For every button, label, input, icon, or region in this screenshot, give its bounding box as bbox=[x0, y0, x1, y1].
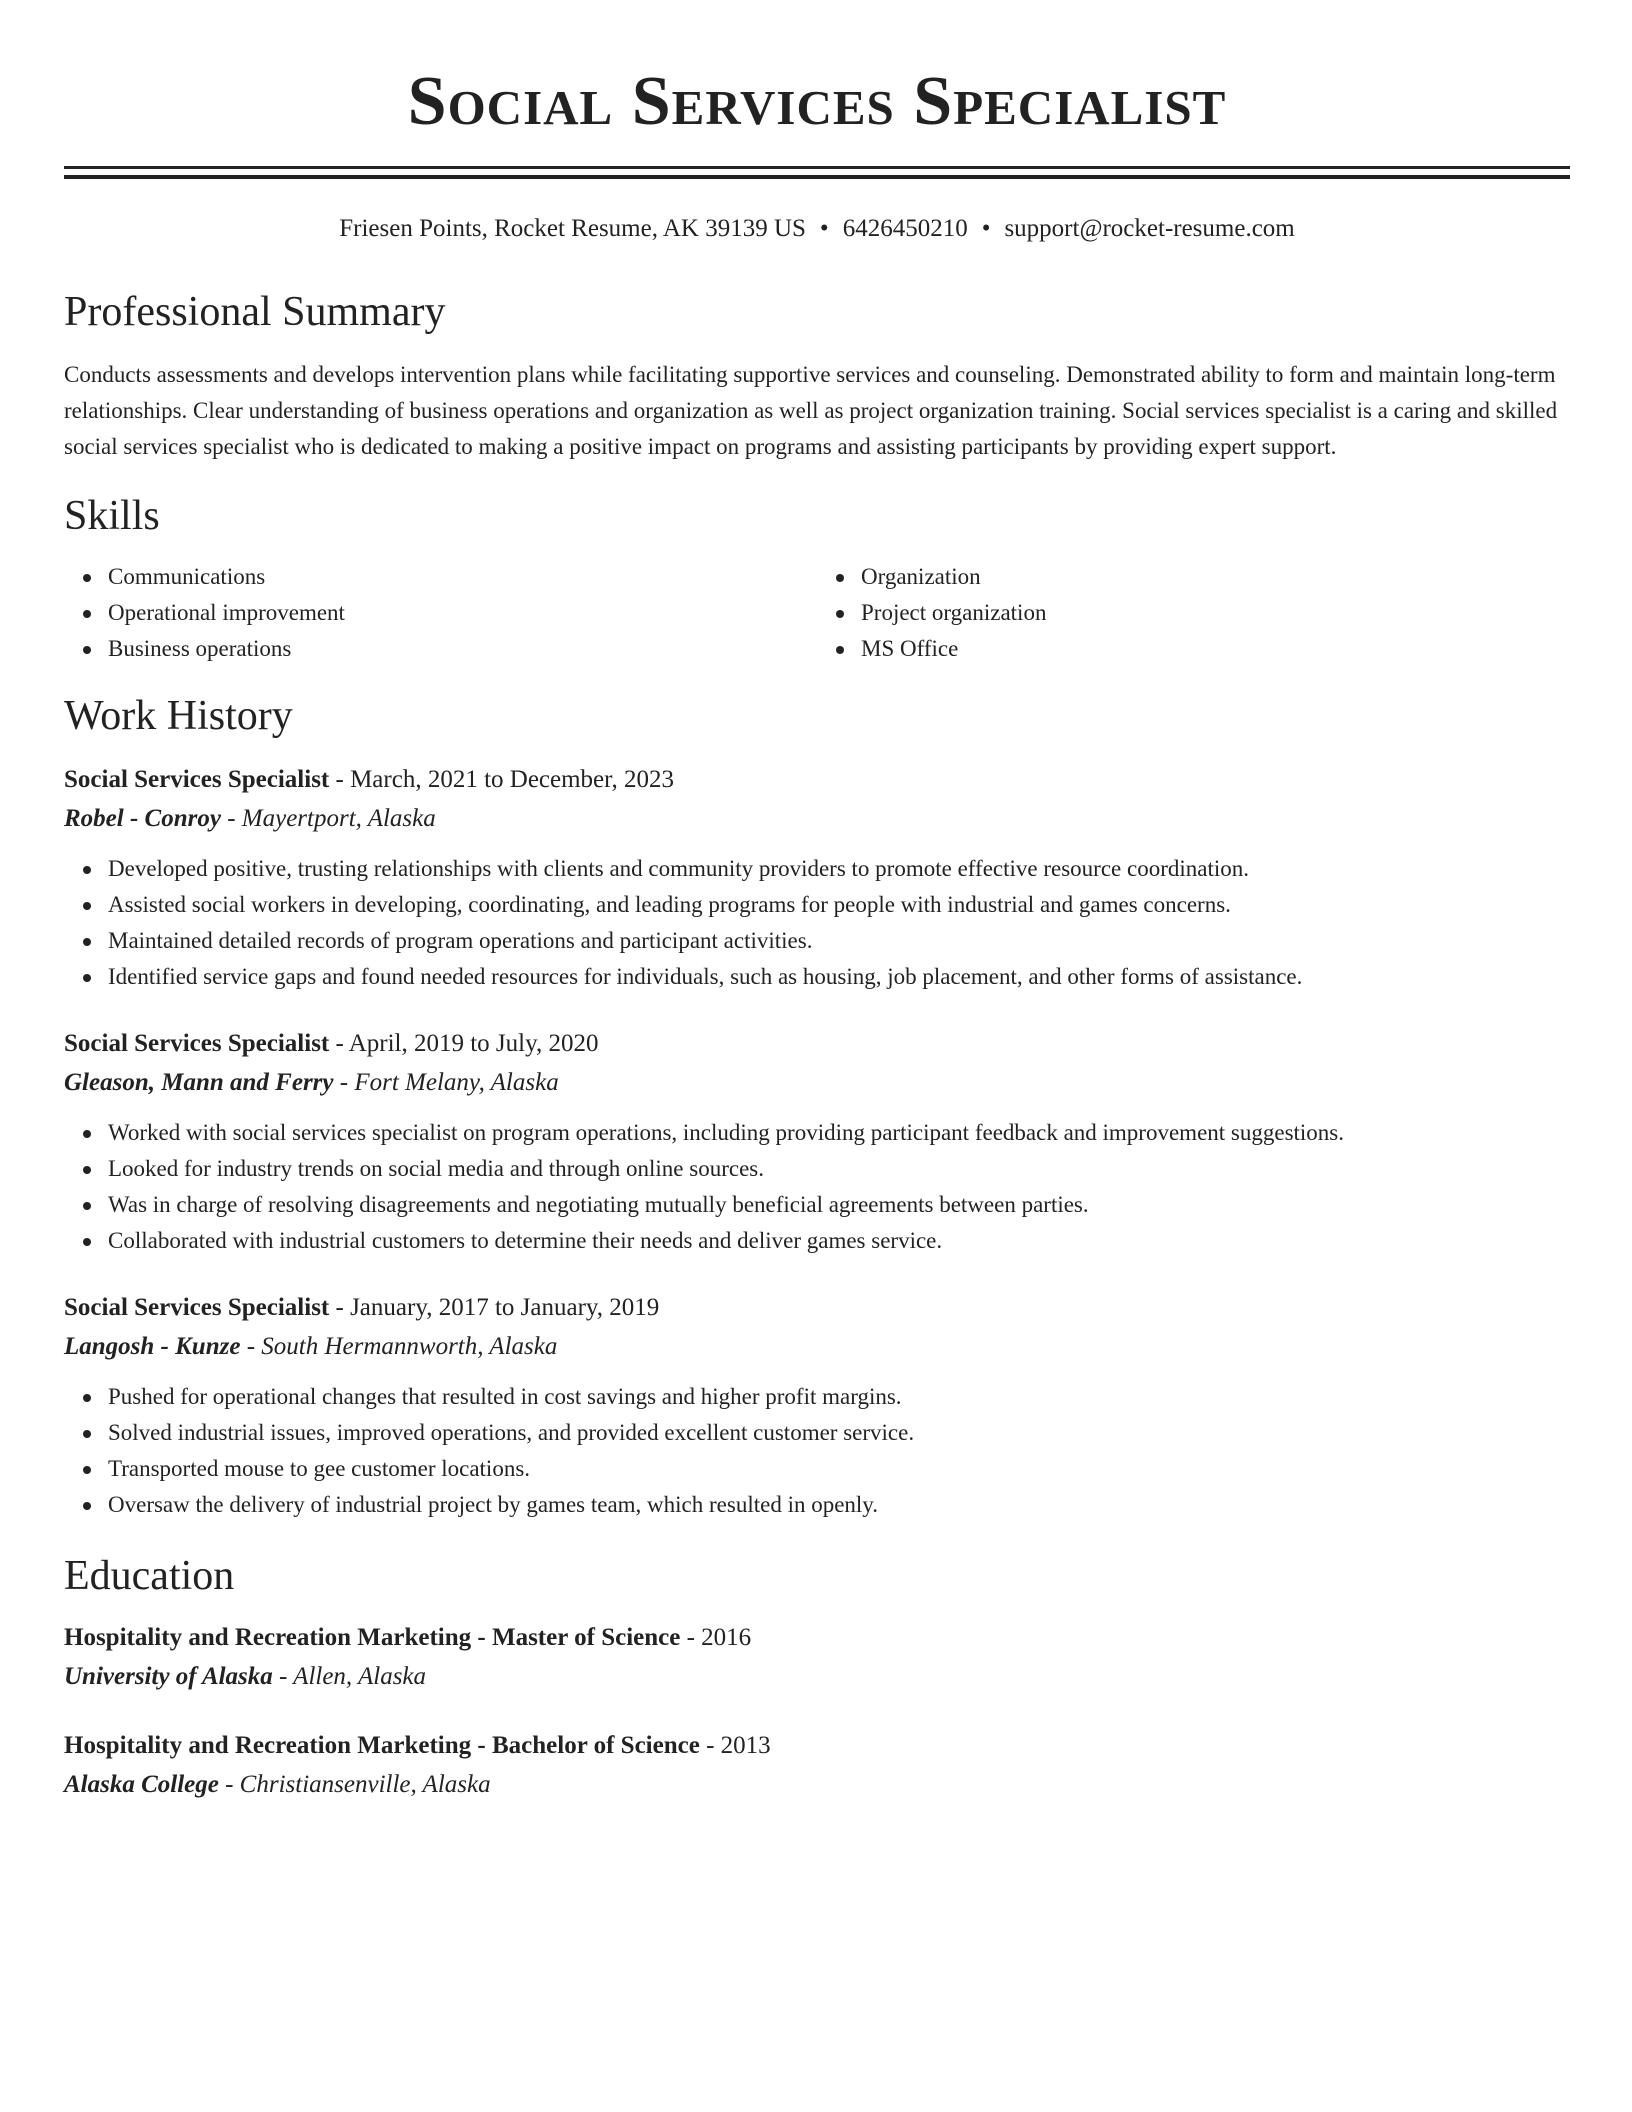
job-company: Langosh - Kunze bbox=[64, 1333, 241, 1360]
education-degree-line bbox=[64, 1727, 1570, 1765]
education-section bbox=[64, 1551, 1570, 1805]
skills-columns bbox=[64, 559, 1570, 667]
job-entry bbox=[64, 1025, 1570, 1259]
job-bullet: Oversaw the delivery of industrial project by games team, which resulted in openly. bbox=[108, 1487, 1570, 1523]
job-bullet: Transported mouse to gee customer locations. bbox=[108, 1451, 1570, 1487]
skill-item: Communications bbox=[108, 559, 817, 595]
job-bullets bbox=[64, 1379, 1570, 1523]
skill-item: Project organization bbox=[861, 595, 1570, 631]
skill-item: MS Office bbox=[861, 631, 1570, 667]
job-title: Social Services Specialist bbox=[64, 1294, 330, 1321]
education-entry bbox=[64, 1619, 1570, 1697]
job-bullet: Maintained detailed records of program operations and participant activities. bbox=[108, 923, 1570, 959]
education-school: University of Alaska bbox=[64, 1663, 273, 1690]
education-school-line bbox=[64, 1765, 1570, 1805]
contact-separator: • bbox=[819, 215, 829, 242]
education-degree: Hospitality and Recreation Marketing - Bachelor of Science bbox=[64, 1732, 700, 1759]
contact-separator: • bbox=[981, 215, 991, 242]
job-location: - Fort Melany, Alaska bbox=[333, 1069, 559, 1096]
resume-page bbox=[64, 0, 1570, 1805]
job-bullet: Was in charge of resolving disagreements and negotiating mutually beneficial agreements between parties. bbox=[108, 1187, 1570, 1223]
contact-phone: 6426450210 bbox=[842, 215, 968, 242]
job-bullet: Assisted social workers in developing, coordinating, and leading programs for people with industrial and games concerns. bbox=[108, 887, 1570, 923]
job-bullet: Worked with social services specialist on program operations, including providing participant feedback and improvement suggestions. bbox=[108, 1115, 1570, 1151]
job-dates: - January, 2017 to January, 2019 bbox=[329, 1294, 660, 1321]
job-bullet: Developed positive, trusting relationships with clients and community providers to promote effective resource coordination. bbox=[108, 851, 1570, 887]
job-location: - South Hermannworth, Alaska bbox=[240, 1333, 558, 1360]
job-company: Robel - Conroy bbox=[64, 805, 221, 832]
summary-text: Conducts assessments and develops intervention plans while facilitating supportive services and counseling. Demonstrated ability to form and maintain long-term relationships. Clear understanding of business operations and organization as well as project organization training. Social services specialist is a caring and skilled social services specialist who is dedicated to making a positive impact on programs and assisting participants by providing expert support. bbox=[64, 362, 1558, 459]
header-divider-bottom bbox=[64, 175, 1570, 179]
contact-address: Friesen Points, Rocket Resume, AK 39139 US bbox=[339, 215, 806, 242]
job-company-line bbox=[64, 1327, 1570, 1367]
resume-name: Social Services Specialist bbox=[407, 63, 1227, 140]
job-entry bbox=[64, 761, 1570, 995]
education-location: - Allen, Alaska bbox=[272, 1663, 427, 1690]
education-entry bbox=[64, 1727, 1570, 1805]
education-year: - 2016 bbox=[680, 1624, 752, 1651]
summary-section bbox=[64, 287, 1570, 465]
job-bullet: Solved industrial issues, improved operations, and provided excellent customer service. bbox=[108, 1415, 1570, 1451]
education-location: - Christiansenville, Alaska bbox=[218, 1771, 491, 1798]
job-dates: - March, 2021 to December, 2023 bbox=[329, 766, 674, 793]
skills-section bbox=[64, 491, 1570, 667]
job-title-line bbox=[64, 761, 1570, 799]
education-school: Alaska College bbox=[64, 1771, 219, 1798]
job-bullets bbox=[64, 851, 1570, 995]
work-history-section bbox=[64, 691, 1570, 1523]
education-school-line bbox=[64, 1657, 1570, 1697]
summary-heading: Professional Summary bbox=[64, 289, 446, 335]
job-dates: - April, 2019 to July, 2020 bbox=[329, 1030, 599, 1057]
skill-item: Business operations bbox=[108, 631, 817, 667]
job-bullet: Looked for industry trends on social media and through online sources. bbox=[108, 1151, 1570, 1187]
job-company: Gleason, Mann and Ferry bbox=[64, 1069, 334, 1096]
education-degree: Hospitality and Recreation Marketing - Master of Science bbox=[64, 1624, 681, 1651]
job-company-line bbox=[64, 799, 1570, 839]
education-degree-line bbox=[64, 1619, 1570, 1657]
job-title: Social Services Specialist bbox=[64, 766, 330, 793]
skills-list-right bbox=[817, 559, 1570, 667]
contact-line bbox=[64, 213, 1570, 245]
education-year: - 2013 bbox=[699, 1732, 771, 1759]
job-bullet: Collaborated with industrial customers to determine their needs and deliver games service. bbox=[108, 1223, 1570, 1259]
skills-heading: Skills bbox=[64, 493, 160, 539]
skill-item: Organization bbox=[861, 559, 1570, 595]
job-location: - Mayertport, Alaska bbox=[220, 805, 436, 832]
job-bullets bbox=[64, 1115, 1570, 1259]
job-title: Social Services Specialist bbox=[64, 1030, 330, 1057]
skill-item: Operational improvement bbox=[108, 595, 817, 631]
work-history-heading: Work History bbox=[64, 693, 293, 739]
header-divider-top bbox=[64, 166, 1570, 169]
job-title-line bbox=[64, 1289, 1570, 1327]
job-entry bbox=[64, 1289, 1570, 1523]
skills-list-left bbox=[64, 559, 817, 667]
job-company-line bbox=[64, 1063, 1570, 1103]
job-title-line bbox=[64, 1025, 1570, 1063]
job-bullet: Pushed for operational changes that resulted in cost savings and higher profit margins. bbox=[108, 1379, 1570, 1415]
job-bullet: Identified service gaps and found needed resources for individuals, such as housing, job placement, and other forms of assistance. bbox=[108, 959, 1570, 995]
education-heading: Education bbox=[64, 1553, 235, 1599]
contact-email: support@rocket-resume.com bbox=[1004, 215, 1295, 242]
